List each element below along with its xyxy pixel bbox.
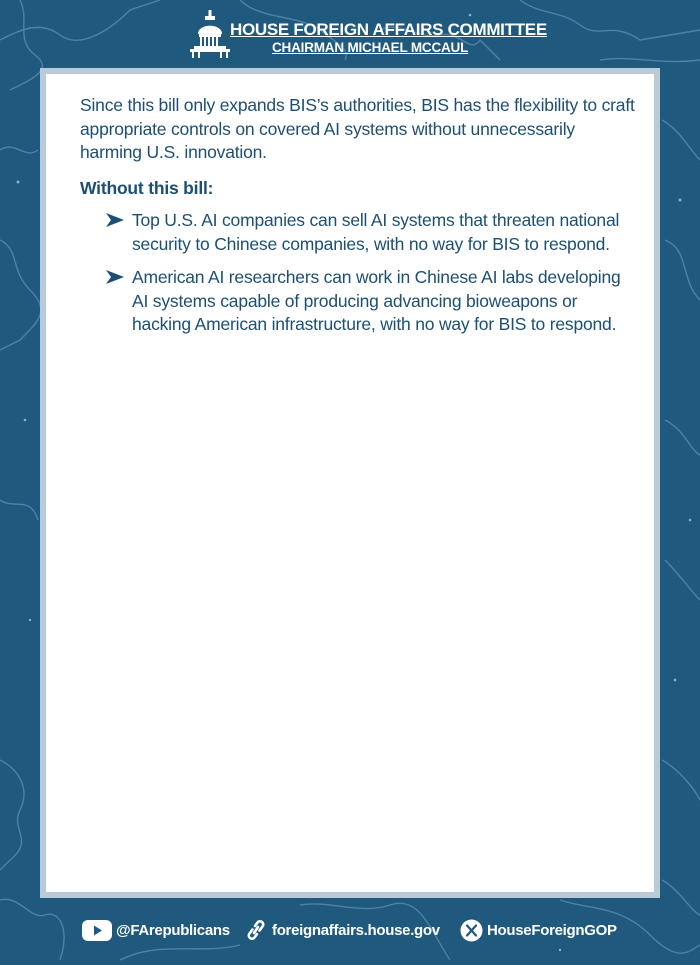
x-handle: HouseForeignGOP [487,921,617,939]
content-card [46,74,654,892]
arrow-bullet-icon [106,213,124,227]
content-body [80,94,640,347]
intro-paragraph: Since this bill only expands BIS’s authorities, BIS has the flexibility to craft appropriate controls on covered AI systems without unnecessarily harming U.S. innovation. [80,95,635,162]
website-text: foreignaffairs.house.gov [272,921,440,939]
x-link[interactable] [460,918,617,942]
list-item-text: Top U.S. AI companies can sell AI systems that threaten national security to Chinese companies, with no way for BIS to respond. [132,210,620,254]
list-item [80,209,640,256]
list-item [80,266,640,337]
capitol-icon [190,8,230,62]
link-icon [244,919,268,941]
youtube-link[interactable] [82,918,230,942]
committee-header [190,8,547,64]
list-item-text: American AI researchers can work in Chinese AI labs developing AI systems capable of producing advancing bioweapons or hacking American infrastructure, with no way for BIS to respond. [132,267,621,334]
section-heading: Without this bill: [80,177,214,198]
arrow-bullet-icon [106,270,124,284]
chairman-subtitle: CHAIRMAN MICHAEL MCCAUL [272,40,469,55]
x-logo-icon [460,919,483,942]
website-link[interactable] [244,918,440,942]
youtube-handle: @FArepublicans [116,921,230,939]
bullet-list [80,209,640,337]
footer-bar [0,912,700,948]
youtube-icon [82,920,112,941]
committee-title: HOUSE FOREIGN AFFAIRS COMMITTEE [230,20,547,39]
